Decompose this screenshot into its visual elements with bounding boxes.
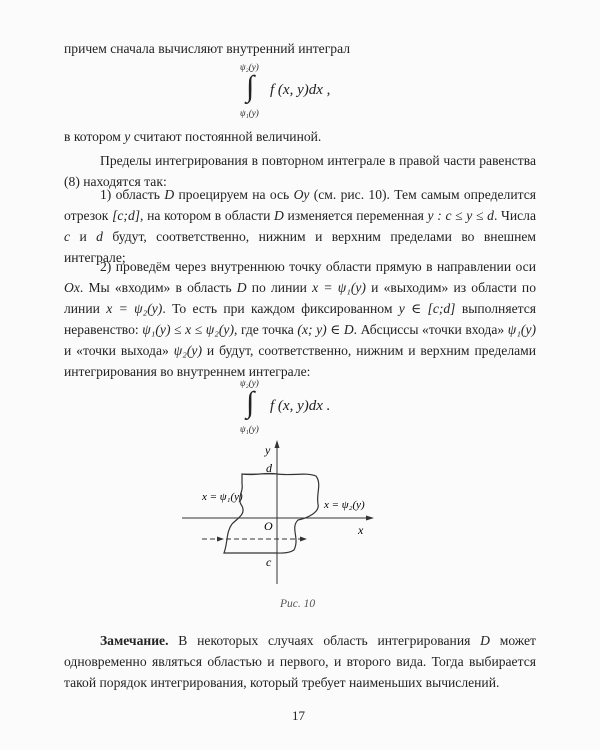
text-run: проецируем на ось [174, 187, 294, 202]
text-run: , где точка [233, 322, 298, 337]
math-expr: x = ψ₁(y) [312, 280, 366, 295]
math-var: D [480, 633, 490, 648]
paragraph-remark [64, 630, 536, 693]
page-number: 17 [292, 708, 305, 723]
x-axis-arrow-icon [366, 516, 374, 521]
text-run: (см. рис. 10). Тем самым определится отрезок [64, 187, 536, 223]
math-var: D [274, 208, 284, 223]
text-run: считают постоянной величиной. [130, 129, 322, 144]
text-run: . Абсциссы «точки входа» [353, 322, 508, 337]
math-var: Oy [293, 187, 310, 202]
math-var: D [236, 280, 247, 295]
integral-upper-limit: ψ₂(y) [240, 378, 259, 388]
integrand: f (x, y)dx , [270, 82, 331, 98]
math-expr: x = ψ₂(y) [106, 301, 163, 316]
c-label: c [266, 555, 272, 569]
text-run: изменяется переменная [283, 208, 428, 223]
figure-caption: Рис. 10 [280, 598, 316, 610]
paragraph-intro [64, 38, 536, 59]
math-var: d [96, 229, 103, 244]
limits-text: Пределы интегрирования в повторном интеграле в правой части равенства (8) находятся так: [64, 153, 536, 189]
math-var: c [64, 229, 71, 244]
integral-upper-limit: ψ₂(y) [240, 62, 259, 72]
exit-arrow-icon [300, 537, 307, 542]
text-run: и [70, 229, 97, 244]
text-run: по линии [246, 280, 313, 295]
inner-integral-formula-2 [232, 378, 372, 438]
paragraph-constant [64, 126, 536, 147]
text-run: выполняется неравенство: [64, 301, 536, 337]
text-run: в котором [64, 129, 125, 144]
region-figure [180, 438, 410, 588]
text-run: и «точки выхода» [64, 343, 174, 358]
integral-sign: ∫ [246, 386, 255, 419]
origin-label: O [264, 519, 273, 533]
math-var: Ox [64, 280, 80, 295]
text-run: и «выходим» из области по линии [64, 280, 536, 316]
text-run: может одновременно являться областью и первого, и второго вида. Тогда выбирается такой порядок интегрирования, который требует наименьших вычислений. [64, 633, 536, 690]
math-expr: y ∈ [c;d] [398, 301, 456, 316]
math-expr: ψ₁(y) [507, 322, 537, 337]
text-run: . То есть при каждом фиксированном [162, 301, 399, 316]
text-run: . Числа [493, 208, 536, 223]
text-run: . Мы «входим» в область [79, 280, 237, 295]
x-axis-label: x [358, 523, 364, 537]
inner-integral-formula-1 [232, 62, 372, 122]
entry-arrow-icon [217, 537, 224, 542]
text-run: 1) область [100, 187, 165, 202]
y-axis-arrow-icon [275, 440, 280, 448]
remark-label: Замечание. [100, 633, 169, 648]
integral-sign: ∫ [246, 70, 255, 103]
left-curve-label: x = ψ₁(y) [202, 491, 243, 503]
text-run: 2) проведём через внутреннюю точку области прямую в направлении оси [100, 259, 536, 274]
text-run: В некоторых случаях область интегрирования [168, 633, 481, 648]
math-expr: [c;d] [112, 208, 141, 223]
text-run: , на котором в области [140, 208, 275, 223]
text-run: будут, соответственно, нижним и верхним пределами во внешнем интеграле; [64, 229, 536, 265]
math-var: y [124, 129, 131, 144]
math-expr: (x; y) ∈ D [297, 322, 354, 337]
integral-lower-limit: ψ₁(y) [240, 424, 259, 434]
d-label: d [266, 461, 272, 475]
paragraph-step-2 [64, 256, 536, 382]
y-axis-label: y [265, 443, 271, 457]
math-var: D [164, 187, 175, 202]
text-run: и будут, соответственно, нижним и верхним пределами интегрирования во внутреннем интеграле: [64, 343, 537, 379]
region-D-boundary [224, 473, 319, 553]
integral-lower-limit: ψ₁(y) [240, 108, 259, 118]
right-curve-label: x = ψ₂(y) [324, 499, 365, 511]
intro-text: причем сначала вычисляют внутренний интеграл [64, 41, 351, 56]
math-expr: y : c ≤ y ≤ d [427, 208, 494, 223]
math-expr: ψ₂(y) [173, 343, 202, 358]
integrand: f (x, y)dx . [270, 398, 331, 414]
math-expr: ψ₁(y) ≤ x ≤ ψ₂(y) [142, 322, 234, 337]
